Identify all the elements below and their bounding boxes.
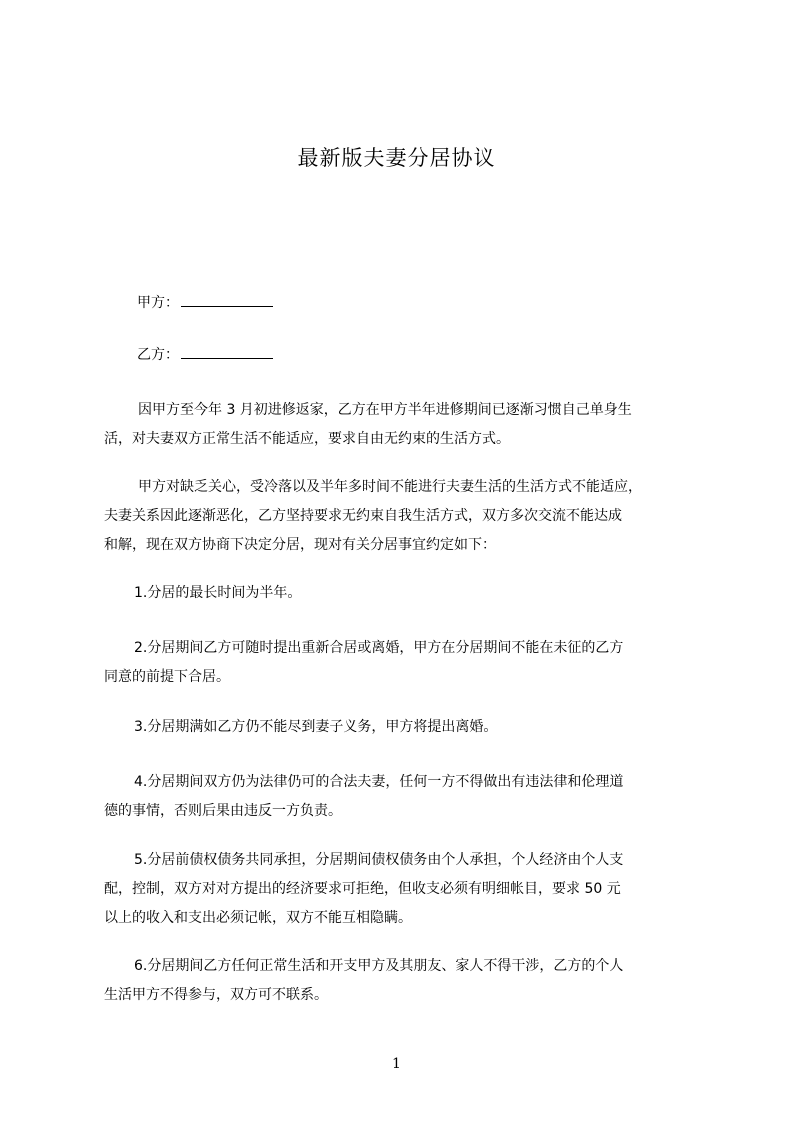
clause-line: 以上的收入和支出必须记帐，双方不能互相隐瞒。 (104, 910, 412, 926)
document-title: 最新版夫妻分居协议 (297, 146, 496, 170)
clause-6 (104, 952, 704, 1010)
clause-line: 同意的前提下合居。 (104, 669, 230, 685)
clause-5 (104, 846, 704, 933)
paragraph-line: 和解，现在双方协商下决定分居，现对有关分居事宜约定如下： (104, 537, 496, 553)
clause-line: 2.分居期间乙方可随时提出重新合居或离婚，甲方在分居期间不能在未征的乙方 (134, 640, 624, 656)
clause-3 (104, 713, 704, 742)
page-number: 1 (392, 1056, 401, 1072)
intro-paragraph (104, 396, 704, 454)
clause-line: 生活甲方不得参与，双方可不联系。 (104, 987, 328, 1003)
clause-1 (104, 579, 704, 608)
clause-line: 5.分居前债权债务共同承担，分居期间债权债务由个人承担，个人经济由个人支 (134, 852, 624, 868)
paragraph-line: 夫妻关系因此逐渐恶化，乙方坚持要求无约束自我生活方式，双方多次交流不能达成 (104, 508, 622, 524)
paragraph-line: 甲方对缺乏关心，受冷落以及半年多时间不能进行夫妻生活的生活方式不能适应， (138, 479, 642, 495)
paragraph-line: 活，对夫妻双方正常生活不能适应，要求自由无约束的生活方式。 (104, 431, 510, 447)
paragraph-line: 因甲方至今年 3 月初进修返家，乙方在甲方半年进修期间已逐渐习惯自己单身生 (138, 402, 632, 418)
clause-line: 4.分居期间双方仍为法律仍可的合法夫妻，任何一方不得做出有违法律和伦理道 (134, 774, 624, 790)
party-a-line (137, 292, 273, 313)
clause-2 (104, 634, 704, 692)
background-paragraph (104, 473, 704, 560)
party-b-label: 乙方： (137, 347, 179, 363)
clause-line: 6.分居期间乙方任何正常生活和开支甲方及其朋友、家人不得干涉，乙方的个人 (134, 958, 624, 974)
party-b-blank (181, 344, 273, 359)
party-b-line (137, 344, 273, 365)
clause-line: 3.分居期满如乙方仍不能尽到妻子义务，甲方将提出离婚。 (134, 719, 498, 735)
clause-4 (104, 768, 704, 826)
clause-line: 德的事情，否则后果由违反一方负责。 (104, 803, 342, 819)
clause-line: 配，控制，双方对对方提出的经济要求可拒绝，但收支必须有明细帐目，要求 50 元 (104, 881, 621, 897)
party-a-label: 甲方： (137, 295, 179, 311)
clause-line: 1.分居的最长时间为半年。 (134, 585, 302, 601)
party-a-blank (181, 292, 273, 307)
